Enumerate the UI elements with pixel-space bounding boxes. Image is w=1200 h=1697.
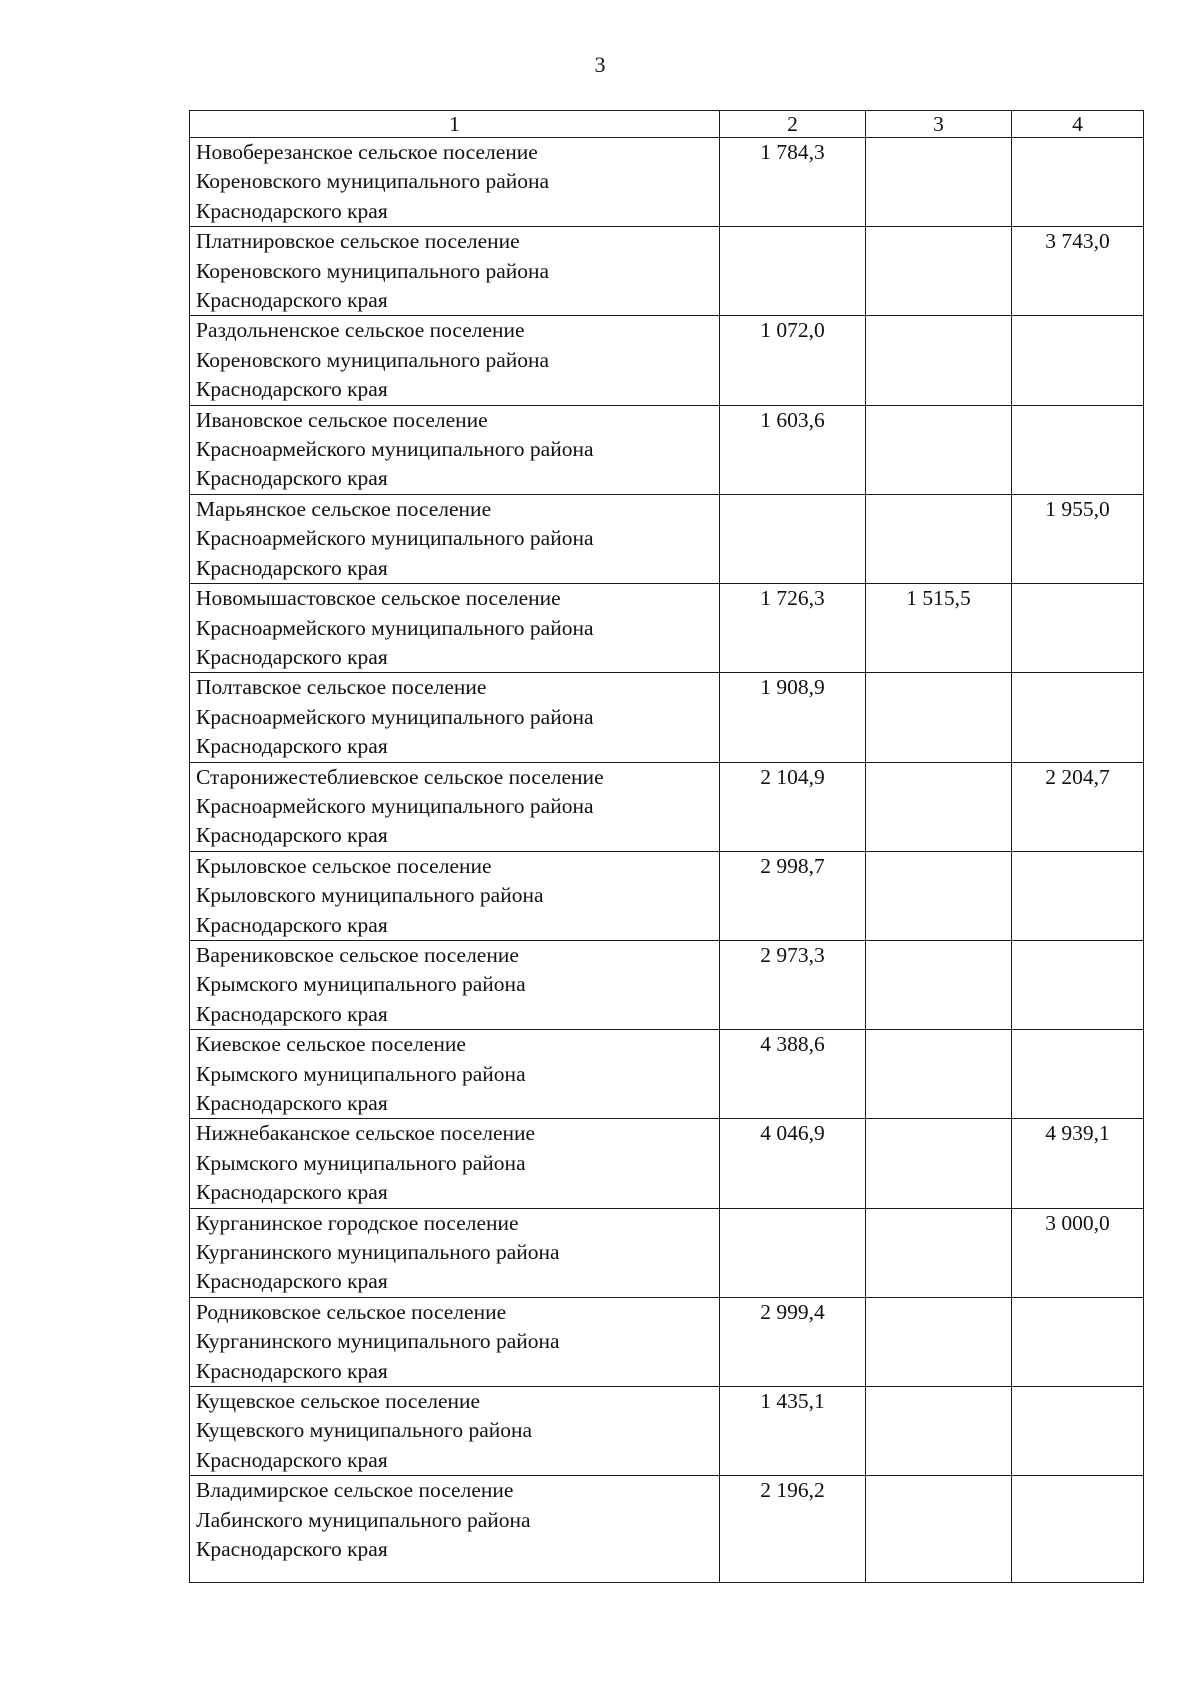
settlement-name-line: Крымского муниципального района — [196, 1150, 526, 1175]
table-row — [190, 584, 1144, 673]
settlement-name-line: Кущевское сельское поселение — [196, 1389, 481, 1414]
settlement-name-cell — [190, 405, 720, 494]
settlement-name-line: Кореновского муниципального района — [196, 169, 550, 194]
value-cell-4 — [1012, 673, 1144, 762]
settlement-name-line: Крымского муниципального района — [196, 1061, 526, 1086]
settlement-name-line: Краснодарского края — [196, 1537, 388, 1562]
settlement-name-line: Краснодарского края — [196, 1447, 388, 1472]
value-cell-2: 4 046,9 — [720, 1119, 866, 1208]
settlement-name-cell — [190, 1119, 720, 1208]
value-cell-4 — [1012, 940, 1144, 1029]
value-cell-4 — [1012, 1476, 1144, 1583]
value-cell-2: 2 999,4 — [720, 1297, 866, 1386]
settlement-name-line: Краснодарского края — [196, 823, 388, 848]
settlement-name-line: Платнировское сельское поселение — [196, 229, 520, 254]
table-row — [190, 851, 1144, 940]
value-cell-3 — [866, 138, 1012, 227]
settlement-name-line: Краснодарского края — [196, 377, 388, 402]
settlement-name-line: Краснодарского края — [196, 555, 388, 580]
value-cell-4: 2 204,7 — [1012, 762, 1144, 851]
settlement-name-line: Кореновского муниципального района — [196, 258, 550, 283]
table-row — [190, 227, 1144, 316]
value-cell-2: 1 908,9 — [720, 673, 866, 762]
settlement-name-cell — [190, 1387, 720, 1476]
settlement-name-line: Киевское сельское поселение — [196, 1032, 466, 1057]
settlement-name-cell — [190, 584, 720, 673]
table-row — [190, 1208, 1144, 1297]
value-cell-3 — [866, 1208, 1012, 1297]
value-cell-2: 2 998,7 — [720, 851, 866, 940]
settlement-name-line: Раздольненское сельское поселение — [196, 318, 525, 343]
settlement-name-line: Полтавское сельское поселение — [196, 675, 487, 700]
value-cell-3 — [866, 940, 1012, 1029]
settlement-name-line: Краснодарского края — [196, 644, 388, 669]
settlement-name-cell — [190, 494, 720, 583]
settlement-name-line: Курганинского муниципального района — [196, 1240, 560, 1265]
settlement-name-line: Новомышастовское сельское поселение — [196, 586, 561, 611]
settlement-name-cell — [190, 673, 720, 762]
value-cell-4 — [1012, 316, 1144, 405]
value-cell-2: 2 973,3 — [720, 940, 866, 1029]
settlement-name-line: Краснодарского края — [196, 734, 388, 759]
settlement-name-line: Краснодарского края — [196, 198, 388, 223]
settlement-name-line: Родниковское сельское поселение — [196, 1299, 507, 1324]
table-row — [190, 673, 1144, 762]
value-cell-2 — [720, 494, 866, 583]
settlement-name-line: Краснодарского края — [196, 1269, 388, 1294]
settlement-name-line: Краснодарского края — [196, 466, 388, 491]
settlement-name-cell — [190, 1030, 720, 1119]
settlement-name-line: Кущевского муниципального района — [196, 1418, 533, 1443]
settlement-name-line: Крыловского муниципального района — [196, 883, 544, 908]
settlement-name-line: Ивановское сельское поселение — [196, 407, 488, 432]
settlement-name-line: Нижнебаканское сельское поселение — [196, 1121, 536, 1146]
table-row — [190, 1297, 1144, 1386]
value-cell-4: 3 000,0 — [1012, 1208, 1144, 1297]
settlement-name-cell — [190, 940, 720, 1029]
settlement-name-line: Крымского муниципального района — [196, 972, 526, 997]
value-cell-3 — [866, 1387, 1012, 1476]
settlement-name-line: Лабинского муниципального района — [196, 1507, 531, 1532]
table-row — [190, 762, 1144, 851]
settlement-name-cell — [190, 138, 720, 227]
value-cell-2: 2 104,9 — [720, 762, 866, 851]
value-cell-3 — [866, 1476, 1012, 1583]
value-cell-3: 1 515,5 — [866, 584, 1012, 673]
table-row — [190, 494, 1144, 583]
value-cell-3 — [866, 227, 1012, 316]
settlement-name-line: Новоберезанское сельское поселение — [196, 140, 538, 164]
table-row — [190, 940, 1144, 1029]
settlement-name-cell — [190, 316, 720, 405]
settlement-name-line: Красноармейского муниципального района — [196, 615, 594, 640]
settlement-name-line: Крыловское сельское поселение — [196, 853, 492, 878]
column-header: 2 — [720, 111, 866, 138]
value-cell-4: 1 955,0 — [1012, 494, 1144, 583]
settlement-name-line: Краснодарского края — [196, 1091, 388, 1115]
value-cell-3 — [866, 316, 1012, 405]
settlement-name-line: Вареникoвское сельское поселение — [196, 942, 519, 967]
settlement-name-line: Краснодарского края — [196, 1180, 388, 1205]
column-header: 3 — [866, 111, 1012, 138]
settlement-name-line: Красноармейского муниципального района — [196, 704, 594, 729]
table-row — [190, 138, 1144, 227]
value-cell-4: 3 743,0 — [1012, 227, 1144, 316]
value-cell-2: 1 726,3 — [720, 584, 866, 673]
value-cell-2: 2 196,2 — [720, 1476, 866, 1583]
table-row — [190, 316, 1144, 405]
value-cell-2: 1 072,0 — [720, 316, 866, 405]
settlement-name-cell — [190, 851, 720, 940]
settlement-name-line: Краснодарского края — [196, 1001, 388, 1026]
settlement-name-cell — [190, 762, 720, 851]
value-cell-4: 4 939,1 — [1012, 1119, 1144, 1208]
header-row — [190, 111, 1144, 138]
value-cell-4 — [1012, 584, 1144, 673]
value-cell-3 — [866, 762, 1012, 851]
value-cell-4 — [1012, 1297, 1144, 1386]
value-cell-4 — [1012, 851, 1144, 940]
page-number: 3 — [594, 52, 606, 77]
settlement-name-line: Кореновского муниципального района — [196, 347, 550, 372]
value-cell-2: 1 784,3 — [720, 138, 866, 227]
table-row — [190, 1387, 1144, 1476]
settlement-name-line: Курганинское городское поселение — [196, 1210, 519, 1235]
value-cell-2 — [720, 1208, 866, 1297]
value-cell-4 — [1012, 138, 1144, 227]
column-header: 4 — [1012, 111, 1144, 138]
settlement-name-line: Марьянское сельское поселение — [196, 496, 492, 521]
settlement-name-cell — [190, 1297, 720, 1386]
column-header: 1 — [190, 111, 720, 138]
value-cell-3 — [866, 851, 1012, 940]
table-row — [190, 1030, 1144, 1119]
settlement-name-line: Красноармейского муниципального района — [196, 793, 594, 818]
settlement-name-line: Старонижестеблиевское сельское поселение — [196, 764, 604, 789]
settlement-name-line: Красноармейского муниципального района — [196, 437, 594, 462]
settlement-name-cell — [190, 1476, 720, 1583]
value-cell-4 — [1012, 1030, 1144, 1119]
table-row — [190, 1476, 1144, 1583]
value-cell-3 — [866, 494, 1012, 583]
value-cell-4 — [1012, 405, 1144, 494]
value-cell-2: 1 435,1 — [720, 1387, 866, 1476]
settlement-name-line: Владимирское сельское поселение — [196, 1478, 514, 1503]
value-cell-3 — [866, 1297, 1012, 1386]
settlement-name-line: Красноармейского муниципального района — [196, 526, 594, 551]
table-row — [190, 1119, 1144, 1208]
settlement-name-line: Краснодарского края — [196, 288, 388, 313]
value-cell-3 — [866, 1119, 1012, 1208]
value-cell-2 — [720, 227, 866, 316]
value-cell-3 — [866, 405, 1012, 494]
settlement-name-line: Курганинского муниципального района — [196, 1329, 560, 1354]
settlement-name-line: Краснодарского края — [196, 1358, 388, 1383]
value-cell-2: 1 603,6 — [720, 405, 866, 494]
table-row — [190, 405, 1144, 494]
value-cell-4 — [1012, 1387, 1144, 1476]
value-cell-3 — [866, 1030, 1012, 1119]
settlement-name-cell — [190, 1208, 720, 1297]
value-cell-3 — [866, 673, 1012, 762]
settlement-name-cell — [190, 227, 720, 316]
settlements-table — [189, 110, 1144, 1583]
settlement-name-line: Краснодарского края — [196, 912, 388, 937]
value-cell-2: 4 388,6 — [720, 1030, 866, 1119]
